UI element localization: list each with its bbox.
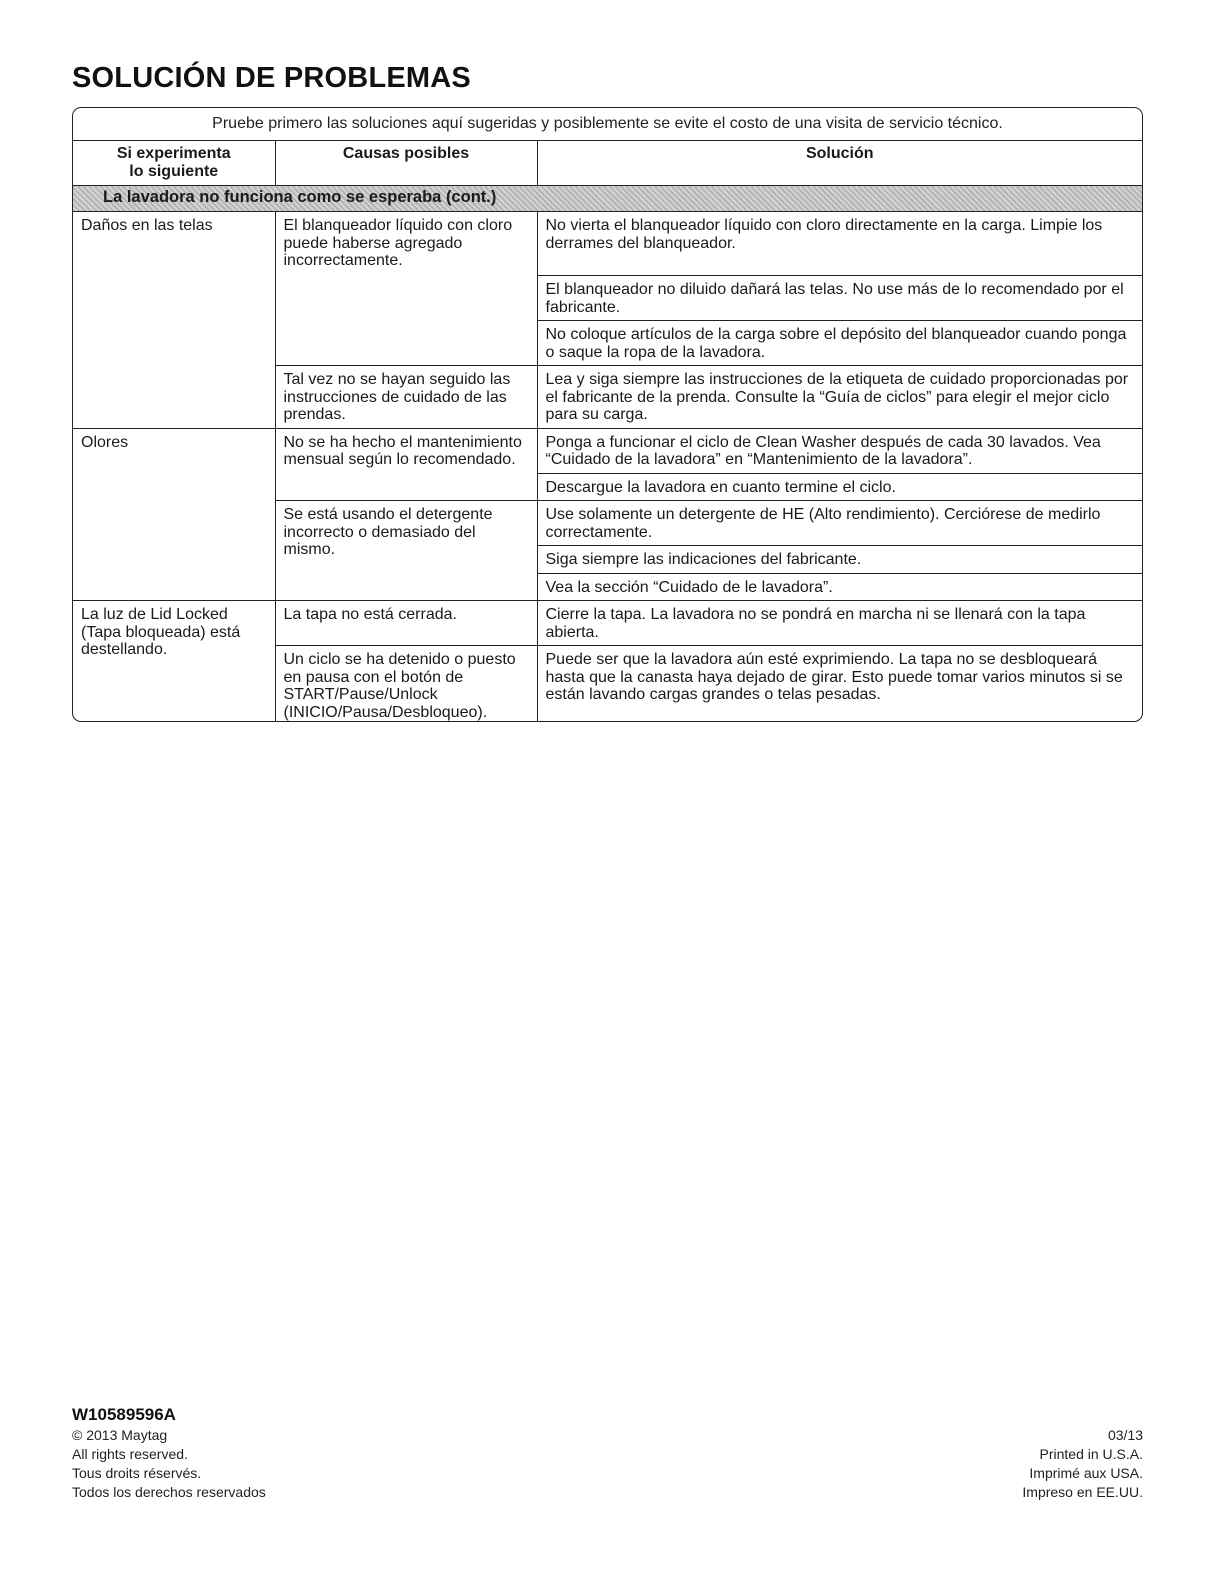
solution-cell: Vea la sección “Cuidado de le lavadora”. — [537, 573, 1142, 601]
document-code: W10589596A — [72, 1405, 176, 1424]
cause-cell: Un ciclo se ha detenido o puesto en pausa con el botón de START/Pause/Unlock (INICIO/Pausa/Desbloqueo). — [275, 646, 537, 723]
cause-cell: El blanqueador líquido con cloro puede haberse agregado incorrectamente. — [275, 212, 537, 366]
cause-cell: Tal vez no se hayan seguido las instrucciones de cuidado de las prendas. — [275, 366, 537, 429]
rights-text-es: Todos los derechos reservados — [72, 1484, 266, 1500]
header-causes: Causas posibles — [275, 141, 537, 186]
solution-cell: Siga siempre las indicaciones del fabricante. — [537, 546, 1142, 574]
cause-cell: La tapa no está cerrada. — [275, 601, 537, 646]
cause-cell: No se ha hecho el mantenimiento mensual según lo recomendado. — [275, 428, 537, 501]
rights-text-en: All rights reserved. — [72, 1446, 188, 1462]
problem-cell: La luz de Lid Locked (Tapa bloqueada) está destellando. — [73, 601, 275, 723]
footer-right — [1022, 1426, 1143, 1502]
header-solution: Solución — [537, 141, 1142, 186]
table-row — [73, 601, 1142, 646]
table-header-row — [73, 141, 1142, 186]
solution-cell: Cierre la tapa. La lavadora no se pondrá en marcha ni se llenará con la tapa abierta. — [537, 601, 1142, 646]
solution-cell: Lea y siga siempre las instrucciones de la etiqueta de cuidado proporcionadas por el fabricante de la prenda. Consulte la “Guía de ciclos” para elegir el mejor ciclo para su carga. — [537, 366, 1142, 429]
rights-text-fr: Tous droits réservés. — [72, 1465, 202, 1481]
section-heading: La lavadora no funciona como se esperaba (cont.) — [73, 186, 1142, 212]
table-row — [73, 428, 1142, 473]
solution-cell: Descargue la lavadora en cuanto termine el ciclo. — [537, 473, 1142, 501]
troubleshooting-box — [72, 107, 1143, 722]
solution-cell: Use solamente un detergente de HE (Alto rendimiento). Cerciórese de medirlo correctamente. — [537, 501, 1142, 546]
troubleshooting-table — [73, 141, 1142, 722]
page-title: SOLUCIÓN DE PROBLEMAS — [72, 62, 471, 94]
solution-cell: Puede ser que la lavadora aún esté exprimiendo. La tapa no se desbloqueará hasta que la canasta haya dejado de girar. Esto puede tomar varios minutos si se están lavando cargas grandes o telas pesadas. — [537, 646, 1142, 723]
problem-cell: Daños en las telas — [73, 212, 275, 429]
section-row — [73, 186, 1142, 212]
printed-in-es: Impreso en EE.UU. — [1022, 1484, 1143, 1500]
footer-left — [72, 1404, 266, 1502]
solution-cell: Ponga a funcionar el ciclo de Clean Washer después de cada 30 lavados. Vea “Cuidado de la lavadora” en “Mantenimiento de la lavadora”. — [537, 428, 1142, 473]
solution-cell: El blanqueador no diluido dañará las telas. No use más de lo recomendado por el fabricante. — [537, 276, 1142, 321]
cause-cell: Se está usando el detergente incorrecto o demasiado del mismo. — [275, 501, 537, 601]
solution-cell: No coloque artículos de la carga sobre el depósito del blanqueador cuando ponga o saque la ropa de la lavadora. — [537, 321, 1142, 366]
problem-cell: Olores — [73, 428, 275, 601]
copyright-text: © 2013 Maytag — [72, 1427, 168, 1443]
intro-text: Pruebe primero las soluciones aquí sugeridas y posiblemente se evite el costo de una visita de servicio técnico. — [73, 108, 1142, 141]
print-date: 03/13 — [1107, 1427, 1143, 1443]
printed-in-en: Printed in U.S.A. — [1039, 1446, 1143, 1462]
header-problem: Si experimenta lo siguiente — [73, 141, 275, 186]
solution-cell: No vierta el blanqueador líquido con cloro directamente en la carga. Limpie los derrames del blanqueador. — [537, 212, 1142, 276]
printed-in-fr: Imprimé aux USA. — [1029, 1465, 1143, 1481]
table-row — [73, 212, 1142, 276]
